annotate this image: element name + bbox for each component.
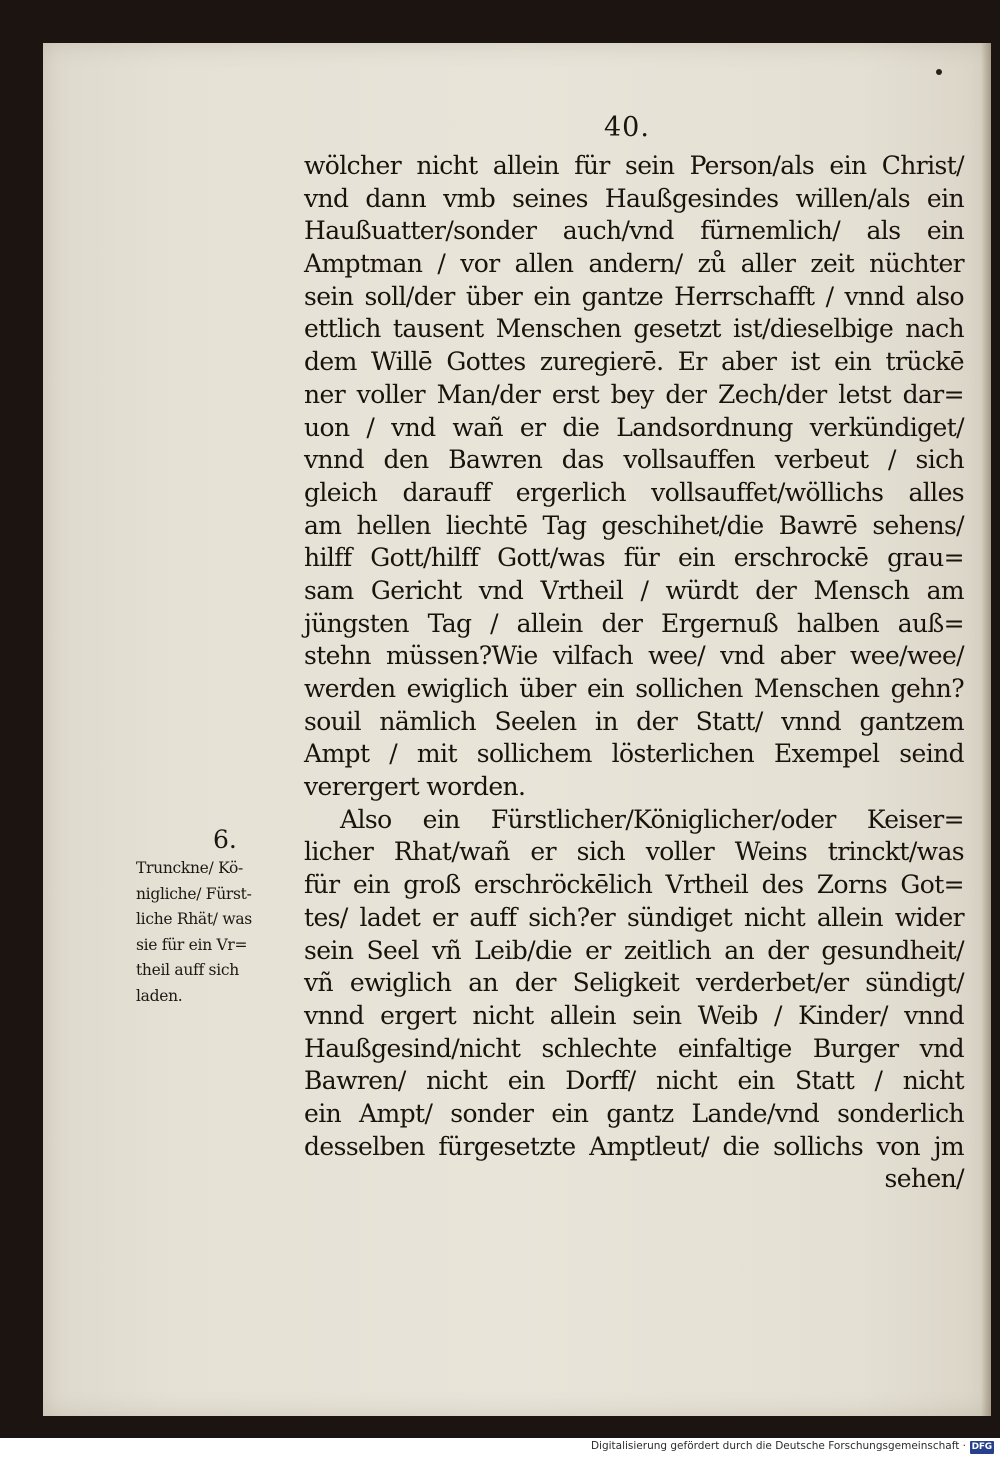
text-line: stehn müssen?Wie vilfach wee/ vnd aber wee/wee/ [304, 641, 964, 671]
text-line: ettlich tausent Menschen gesetzt ist/dieselbige nach [304, 314, 964, 344]
text-line: wölcher nicht allein für sein Person/als ein Christ/ [304, 151, 964, 180]
text-line: sein soll/der über ein gantze Herrschafft / vnnd also [304, 281, 964, 311]
text-line: ner voller Man/der erst bey der Zech/der letst dar= [304, 379, 964, 409]
marginal-note-line: laden. [136, 986, 183, 1005]
text-line: ein Ampt/ sonder ein gantz Lande/vnd sonderlich [304, 1098, 964, 1128]
text-line: vnnd den Bawren das vollsauffen verbeut / sich [304, 445, 964, 475]
text-line: Amptman / vor allen andern/ zů aller zeit nüchter [304, 249, 964, 279]
marginal-number: 6. [213, 825, 237, 854]
text-line: am hellen liechtē Tag geschihet/die Bawrē sehens/ [304, 510, 964, 540]
marginal-note-line: theil auff sich [136, 961, 239, 979]
text-line: für ein groß erschröckēlich Vrtheil des Zorns Got= [304, 870, 964, 900]
text-line: hilff Gott/hilff Gott/was für ein erschrockē grau= [304, 543, 964, 573]
page-spine-shadow [981, 43, 991, 1416]
text-line: sein Seel vñ Leib/die er zeitlich an der gesundheit/ [304, 935, 964, 965]
footer-bar [0, 1438, 1000, 1458]
marginal-note [136, 856, 296, 1009]
catchword-line: sehen/ [884, 1164, 964, 1194]
paper-fleck [936, 69, 942, 75]
text-line: gleich darauff ergerlich vollsauffet/wöllichs alles [304, 477, 964, 507]
text-line: desselben fürgesetzte Amptleut/ die sollichs von jm [304, 1131, 964, 1161]
text-line: Ampt / mit sollichem lösterlichen Exempel seind [304, 739, 964, 769]
text-line: jüngsten Tag / allein der Ergernuß halben auß= [304, 608, 964, 638]
page-number: 40. [604, 112, 650, 143]
text-line: tes/ ladet er auff sich?er sündiget nicht allein wider [304, 902, 964, 932]
text-line: sam Gericht vnd Vrtheil / würdt der Mensch am [304, 575, 964, 605]
marginal-note-line: sie für ein Vr= [136, 935, 248, 954]
text-line: Bawren/ nicht ein Dorff/ nicht ein Statt / nicht [304, 1066, 964, 1096]
text-line: licher Rhat/wañ er sich voller Weins trinckt/was [304, 837, 964, 867]
text-line: werden ewiglich über ein sollichen Menschen gehn? [304, 674, 964, 703]
text-line: Haußgesind/nicht schlechte einfaltige Burger vnd [304, 1033, 964, 1063]
main-text-block [304, 150, 964, 1196]
marginal-note-line: nigliche/ Fürst- [136, 884, 252, 903]
marginal-note-line: liche Rhät/ was [136, 910, 252, 928]
text-line: souil nämlich Seelen in der Statt/ vnnd gantzem [304, 706, 964, 736]
dfg-logo: DFG [971, 1442, 992, 1452]
text-line: dem Willē Gottes zuregierē. Er aber ist ein trückē [304, 347, 964, 377]
text-line: vnnd ergert nicht allein sein Weib / Kinder/ vnnd [304, 1000, 964, 1030]
paragraph-start-line: Also ein Fürstlicher/Königlicher/oder Keiser= [340, 804, 964, 834]
marginal-note-line: Trunckne/ Kö- [136, 859, 243, 877]
text-line: vnd dann vmb seines Haußgesindes willen/als ein [304, 183, 964, 213]
text-line: uon / vnd wañ er die Landsordnung verkündiget/ [304, 412, 964, 442]
funding-credit: Digitalisierung gefördert durch die Deutsche Forschungsgemeinschaft · [590, 1440, 966, 1452]
text-line: verergert worden. [304, 772, 526, 802]
text-line: vñ ewiglich an der Seligkeit verderbet/er sündigt/ [304, 968, 964, 998]
text-line: Haußuatter/sonder auch/vnd fürnemlich/ als ein [304, 216, 964, 246]
